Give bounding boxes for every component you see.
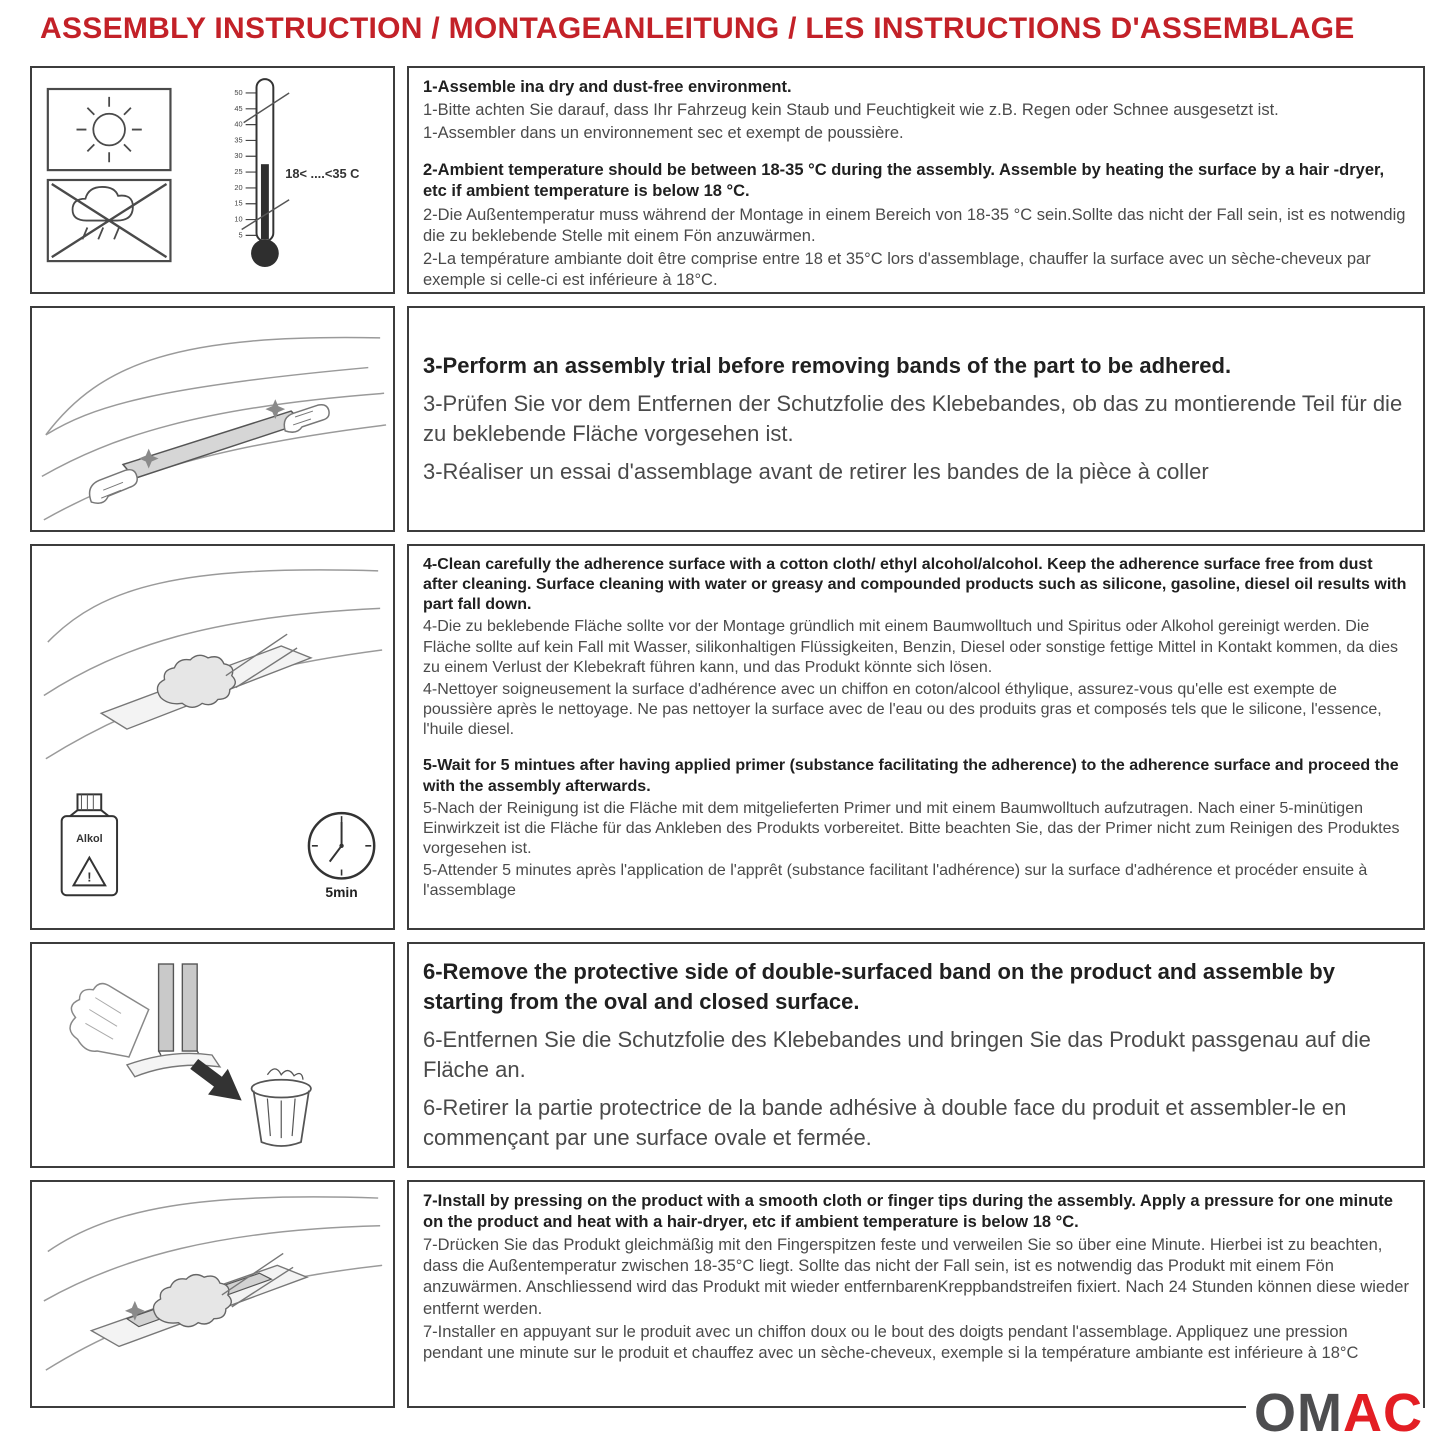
svg-text:35: 35: [234, 135, 243, 145]
trash-bin-icon: [252, 1069, 311, 1146]
instruction-fr: 5-Attender 5 minutes après l'application de l'apprêt (substance facilitant l'adhérence) sur la surface d'adhérence et procéder ensuite à l'assemblage: [423, 862, 1368, 900]
clock-duration-label: 5min: [325, 884, 358, 901]
step-6-text: [407, 942, 1425, 1168]
svg-text:45: 45: [234, 103, 243, 113]
cleaning-primer-illustration: [32, 546, 393, 928]
svg-text:50: 50: [234, 87, 243, 97]
environment-temperature-illustration: [32, 68, 393, 292]
steps-4-5-text: [407, 544, 1425, 930]
alcohol-bottle-label: Alkol: [76, 832, 103, 845]
instruction-en: 6-Remove the protective side of double-surfaced band on the product and assemble by starting from the oval and closed surface.: [423, 959, 1335, 1015]
instruction-fr: 3-Réaliser un essai d'assemblage avant de retirer les bandes de la pièce à coller: [423, 458, 1209, 484]
row-steps-4-5: [30, 544, 1425, 930]
hand-icon: [70, 984, 149, 1057]
remove-band-illustration: [32, 944, 393, 1166]
row-step-7: [30, 1180, 1425, 1408]
svg-text:5: 5: [238, 230, 243, 240]
instruction-fr: 7-Installer en appuyant sur le produit avec un chiffon doux ou le bout des doigts pendant l'assemblage. Appliquez une pression pendant une minute sur le produit et chauffez avec un sèche-cheveux, exemple si la température ambiante est inférieure à 18°C: [423, 1322, 1359, 1362]
steps-1-2-text: [407, 66, 1425, 294]
environment-illustration-box: [30, 66, 395, 294]
press-product-illustration: [32, 1182, 393, 1406]
instruction-de: 3-Prüfen Sie vor dem Entfernen der Schutzfolie des Klebebandes, ob das zu montierende Teil für die zu beklebende Fläche vorgesehen ist.: [423, 391, 1403, 446]
instruction-rows: [30, 66, 1425, 1408]
svg-text:15: 15: [234, 198, 243, 208]
row-step-6: [30, 942, 1425, 1168]
instruction-de: 1-Bitte achten Sie darauf, dass Ihr Fahrzeug kein Staub und Feuchtigkeit wie z.B. Regen oder Schnee ausgesetzt ist.: [423, 101, 1279, 120]
press-illustration-box: [30, 1180, 395, 1408]
assembly-trial-illustration-box: [30, 306, 395, 532]
instruction-en: 5-Wait for 5 mintues after having applied primer (substance facilitating the adherence) to the adherence surface and proceed the with the assembly afterwards.: [423, 757, 1399, 795]
instruction-fr: 1-Assembler dans un environnement sec et exempt de poussière.: [423, 124, 904, 143]
sun-icon: [48, 89, 171, 170]
thermometer-icon: [234, 79, 359, 267]
pressing-cloth-icon: [153, 1275, 231, 1327]
left-hand-icon: [90, 470, 138, 504]
cleaning-illustration-box: [30, 544, 395, 930]
remove-band-illustration-box: [30, 942, 395, 1168]
instruction-fr: 2-La température ambiante doit être comprise entre 18 et 35°C lors d'assemblage, chauffer la surface avec un sèche-cheveux par exemple si celle-ci est inférieure à 18°C.: [423, 249, 1371, 289]
thermometer-range-label: 18< ....<35 C: [285, 166, 360, 182]
instruction-fr: 4-Nettoyer soigneusement la surface d'adhérence avec un chiffon en coton/alcool éthylique, assurez-vous qu'elle est exempte de poussière après le nettoyage. Ne pas nettoyer la surface avec de l'eau ou des produits gras et composés tels que le silicone, l'essence, l'huile diesel.: [423, 680, 1382, 739]
instruction-fr: 6-Retirer la partie protectrice de la bande adhésive à double face du produit et assembler-le en commençant par une surface ovale et fermée.: [423, 1094, 1347, 1150]
instruction-de: 7-Drücken Sie das Produkt gleichmäßig mit den Fingerspitzen feste und verweilen Sie so über eine Minute. Hierbei ist zu beachten, dass die Außentemperatur zwischen 18-35°C liegt. Sollte das nicht der Fall sein, ist es notwendig das Produkt mit einem Fön anzuwärmen. Anschliessend wird das Produkt mit wieder entfernbarenKreppbandstreifen fixiert. Nach 24 Stunden können diese wieder entfernt werden.: [423, 1236, 1409, 1318]
step-7-text: [407, 1180, 1425, 1408]
alcohol-bottle-icon: [62, 794, 117, 895]
warning-exclamation: !: [87, 869, 92, 885]
cleaning-cloth-icon: [157, 655, 235, 707]
step-3-text: [407, 306, 1425, 532]
svg-text:10: 10: [234, 214, 243, 224]
svg-text:30: 30: [234, 151, 243, 161]
page-title: ASSEMBLY INSTRUCTION / MONTAGEANLEITUNG / LES INSTRUCTIONS D'ASSEMBLAGE: [40, 12, 1355, 45]
sill-trim-strip: [123, 411, 303, 478]
svg-text:20: 20: [234, 182, 243, 192]
assembly-trial-illustration: [32, 308, 393, 530]
no-rain-icon: [48, 180, 171, 261]
instruction-en: 2-Ambient temperature should be between 18-35 °C during the assembly. Assemble by heating the surface by a hair -dryer, etc if ambient temperature is below 18 °C.: [423, 161, 1385, 201]
logo-text-dark: OM: [1254, 1383, 1343, 1443]
omac-logo: [1246, 1384, 1423, 1442]
clock-icon: [309, 813, 374, 900]
instruction-de: 6-Entfernen Sie die Schutzfolie des Klebebandes und bringen Sie das Produkt passgenau auf die Fläche an.: [423, 1027, 1371, 1082]
svg-text:25: 25: [234, 167, 243, 177]
instruction-en: 7-Install by pressing on the product with a smooth cloth or finger tips during the assembly. Apply a pressure for one minute on the product and heat with a hair-dryer, etc if ambient temperature is below 18 °C.: [423, 1192, 1393, 1232]
adhesive-strips: [155, 964, 201, 1067]
row-steps-1-2: [30, 66, 1425, 294]
instruction-en: 4-Clean carefully the adherence surface with a cotton cloth/ ethyl alcohol/alcohol. Keep the adherence surface free from dust after cleaning. Surface cleaning with water or greasy and compounded products such as silicone, gasoline, diesel oil results with part fall down.: [423, 556, 1407, 614]
logo-text-red: AC: [1343, 1383, 1423, 1443]
row-step-3: [30, 306, 1425, 532]
right-hand-icon: [284, 405, 329, 432]
instruction-en: 3-Perform an assembly trial before removing bands of the part to be adhered.: [423, 353, 1232, 379]
instruction-de: 2-Die Außentemperatur muss während der Montage in einem Bereich von 18-35 °C sein.Sollte das nicht der Fall sein, ist es notwendig die zu beklebende Stelle mit einem Fön anzuwärmen.: [423, 205, 1406, 245]
instruction-en: 1-Assemble ina dry and dust-free environment.: [423, 78, 792, 96]
svg-text:40: 40: [234, 119, 243, 129]
instruction-de: 4-Die zu beklebende Fläche sollte vor der Montage gründlich mit einem Baumwolltuch und Spiritus oder Alkohol gereinigt werden. Die Fläche sollte auf kein Fall mit Wasser, silikonhaltigen Flüssigkeiten, Benzin, Diesel oder sonstige fettige Mittel in Kontakt kommen, da dies zu einem Verlust der Klebekraft führen kann, und das Produkt könnte sich lösen.: [423, 618, 1398, 676]
instruction-de: 5-Nach der Reinigung ist die Fläche mit dem mitgelieferten Primer und mit einem Baumwolltuch aufzutragen. Nach einer 5-minütigen Einwirkzeit ist die Fläche für das Ankleben des Produkts vorbereitet. Bitte beachten Sie, das der Primer nicht zum Reinigen des Produktes vorgesehen ist.: [423, 799, 1400, 858]
